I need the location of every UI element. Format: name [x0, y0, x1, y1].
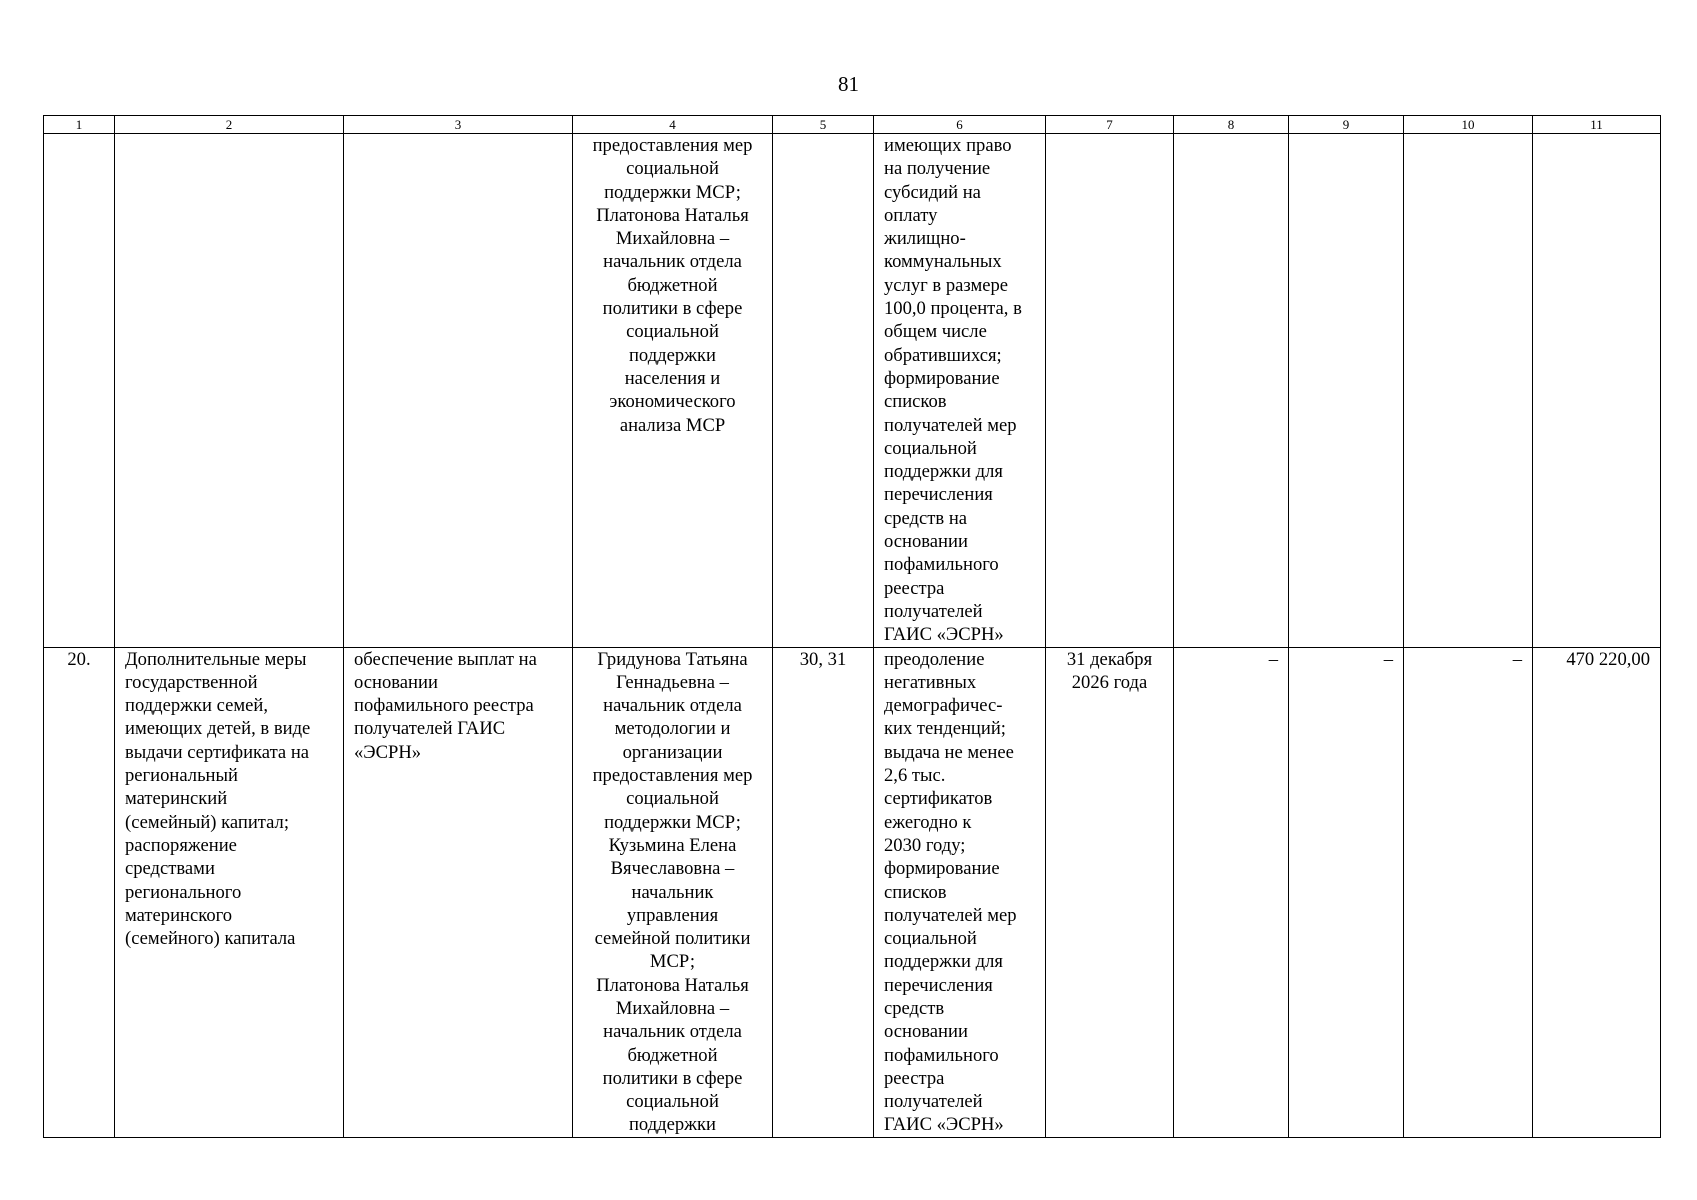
table-row: [44, 647, 1661, 1137]
column-number: 7: [1046, 116, 1174, 134]
column-number: 5: [773, 116, 874, 134]
responsible-cell: предоставления мер социальной поддержки МСР; Платонова Наталья Михайловна – начальник отдела бюджетной политики в сфере социальной поддержки населения и экономического анализа МСР: [573, 134, 773, 648]
column-number: 8: [1174, 116, 1289, 134]
column-number: 1: [44, 116, 115, 134]
column-number-row: [44, 116, 1661, 134]
measure-cell: [115, 134, 344, 648]
column-number: 2: [115, 116, 344, 134]
row-number-cell: [44, 134, 115, 648]
indicators-cell: 30, 31: [773, 647, 874, 1137]
column-9-cell: [1289, 134, 1404, 648]
column-number: 11: [1533, 116, 1661, 134]
row-number-cell: 20.: [44, 647, 115, 1137]
result-cell: преодоление негативных демографичес- ких тенденций; выдача не менее 2,6 тыс. сертификатов ежегодно к 2030 году; формирование списков получателей мер социальной поддержки для перечисления средств основании пофамильного реестра получателей ГАИС «ЭСРН»: [874, 647, 1046, 1137]
page-number: 81: [838, 72, 859, 96]
measure-cell: Дополнительные меры государственной поддержки семей, имеющих детей, в виде выдачи сертификата на региональный материнский (семейный) капитал; распоряжение средствами регионального материнского (семейного) капитала: [115, 647, 344, 1137]
column-10-cell: [1404, 134, 1533, 648]
indicators-cell: [773, 134, 874, 648]
measures-table: [43, 115, 1661, 1138]
amount-cell: [1533, 134, 1661, 648]
responsible-cell: Гридунова Татьяна Геннадьевна – начальник отдела методологии и организации предоставления мер социальной поддержки МСР; Кузьмина Елена Вячеславовна – начальник управления семейной политики МСР; Платонова Наталья Михайловна – начальник отдела бюджетной политики в сфере социальной поддержки: [573, 647, 773, 1137]
column-9-cell: –: [1289, 647, 1404, 1137]
deadline-cell: [1046, 134, 1174, 648]
table-row: [44, 134, 1661, 648]
column-8-cell: [1174, 134, 1289, 648]
column-number: 3: [344, 116, 573, 134]
column-number: 6: [874, 116, 1046, 134]
column-number: 9: [1289, 116, 1404, 134]
deadline-cell: 31 декабря 2026 года: [1046, 647, 1174, 1137]
mechanism-cell: обеспечение выплат на основании пофамильного реестра получателей ГАИС «ЭСРН»: [344, 647, 573, 1137]
column-8-cell: –: [1174, 647, 1289, 1137]
column-number: 10: [1404, 116, 1533, 134]
column-10-cell: –: [1404, 647, 1533, 1137]
amount-cell: 470 220,00: [1533, 647, 1661, 1137]
column-number: 4: [573, 116, 773, 134]
mechanism-cell: [344, 134, 573, 648]
result-cell: имеющих право на получение субсидий на оплату жилищно- коммунальных услуг в размере 100,0 процента, в общем числе обратившихся; формирование списков получателей мер социальной поддержки для перечисления средств на основании пофамильного реестра получателей ГАИС «ЭСРН»: [874, 134, 1046, 648]
